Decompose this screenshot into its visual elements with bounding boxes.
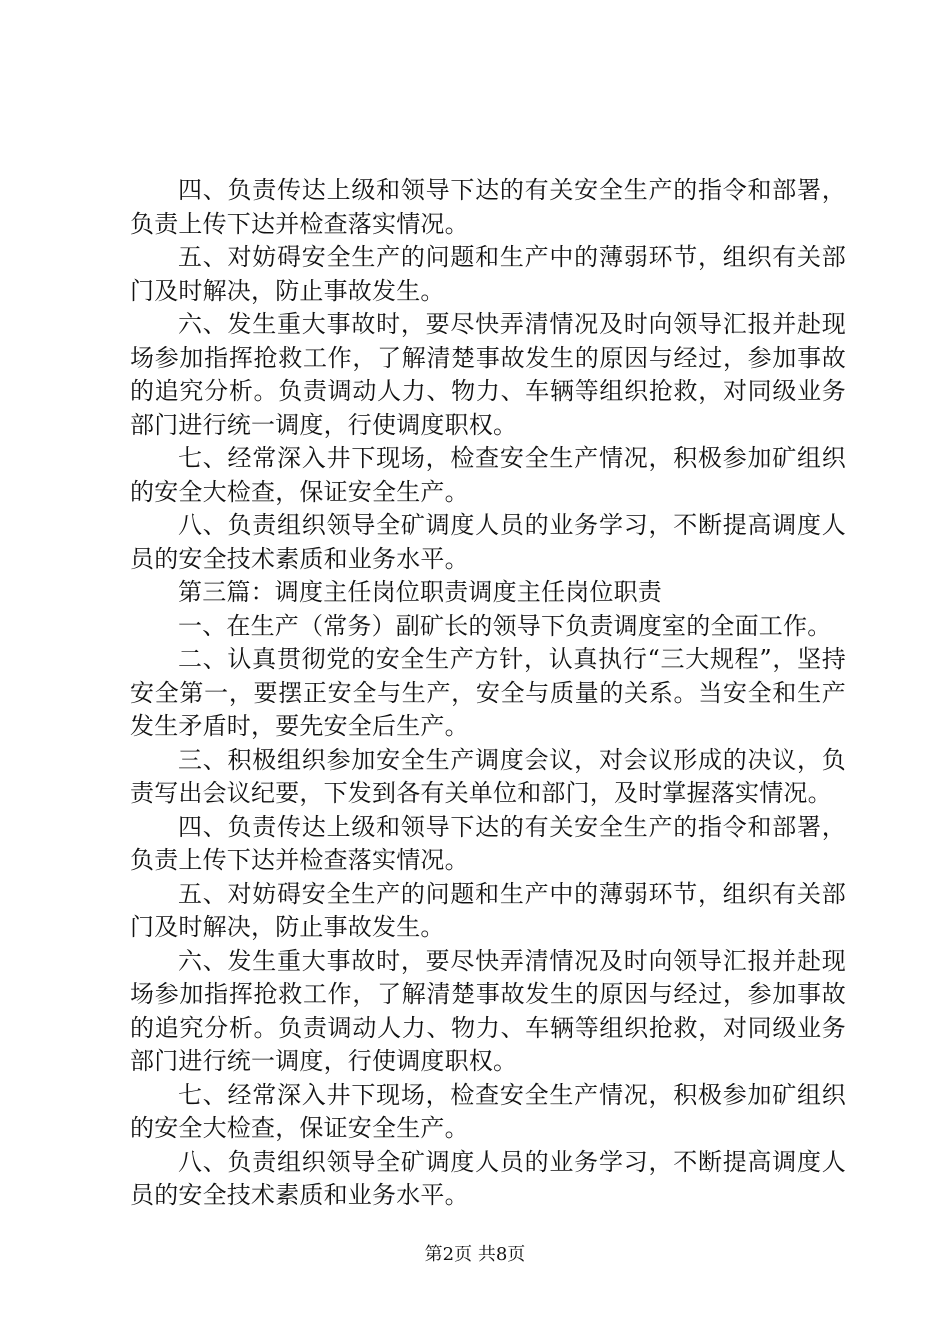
- document-body: [130, 174, 846, 1213]
- paragraph: 三、积极组织参加安全生产调度会议，对会议形成的决议，负责写出会议纪要，下发到各有关单位和部门，及时掌握落实情况。: [130, 745, 846, 807]
- paragraph: 六、发生重大事故时，要尽快弄清情况及时向领导汇报并赴现场参加指挥抢救工作，了解清楚事故发生的原因与经过，参加事故的追究分析。负责调动人力、物力、车辆等组织抢救，对同级业务部门进行统一调度，行使调度职权。: [130, 946, 846, 1075]
- paragraph: 四、负责传达上级和领导下达的有关安全生产的指令和部署，负责上传下达并检查落实情况。: [130, 176, 846, 238]
- paragraph: 二、认真贯彻党的安全生产方针，认真执行“三大规程”，坚持安全第一，要摆正安全与生产，安全与质量的关系。当安全和生产发生矛盾时，要先安全后生产。: [130, 645, 846, 740]
- paragraph: 一、在生产（常务）副矿长的领导下负责调度室的全面工作。: [178, 611, 832, 640]
- paragraph: 五、对妨碍安全生产的问题和生产中的薄弱环节，组织有关部门及时解决，防止事故发生。: [130, 243, 846, 305]
- paragraph: 八、负责组织领导全矿调度人员的业务学习，不断提高调度人员的安全技术素质和业务水平。: [130, 511, 846, 573]
- paragraph: 七、经常深入井下现场，检查安全生产情况，积极参加矿组织的安全大检查，保证安全生产。: [130, 444, 846, 506]
- paragraph: 五、对妨碍安全生产的问题和生产中的薄弱环节，组织有关部门及时解决，防止事故发生。: [130, 879, 846, 941]
- page-number-footer: 第2页 共8页: [424, 1244, 526, 1265]
- paragraph: 七、经常深入井下现场，检查安全生产情况，积极参加矿组织的安全大检查，保证安全生产。: [130, 1080, 846, 1142]
- section-heading: 第三篇：调度主任岗位职责调度主任岗位职责: [178, 578, 662, 606]
- paragraph: 八、负责组织领导全矿调度人员的业务学习，不断提高调度人员的安全技术素质和业务水平。: [130, 1147, 846, 1209]
- paragraph: 四、负责传达上级和领导下达的有关安全生产的指令和部署，负责上传下达并检查落实情况。: [130, 812, 846, 874]
- paragraph: 六、发生重大事故时，要尽快弄清情况及时向领导汇报并赴现场参加指挥抢救工作，了解清楚事故发生的原因与经过，参加事故的追究分析。负责调动人力、物力、车辆等组织抢救，对同级业务部门进行统一调度，行使调度职权。: [130, 310, 846, 439]
